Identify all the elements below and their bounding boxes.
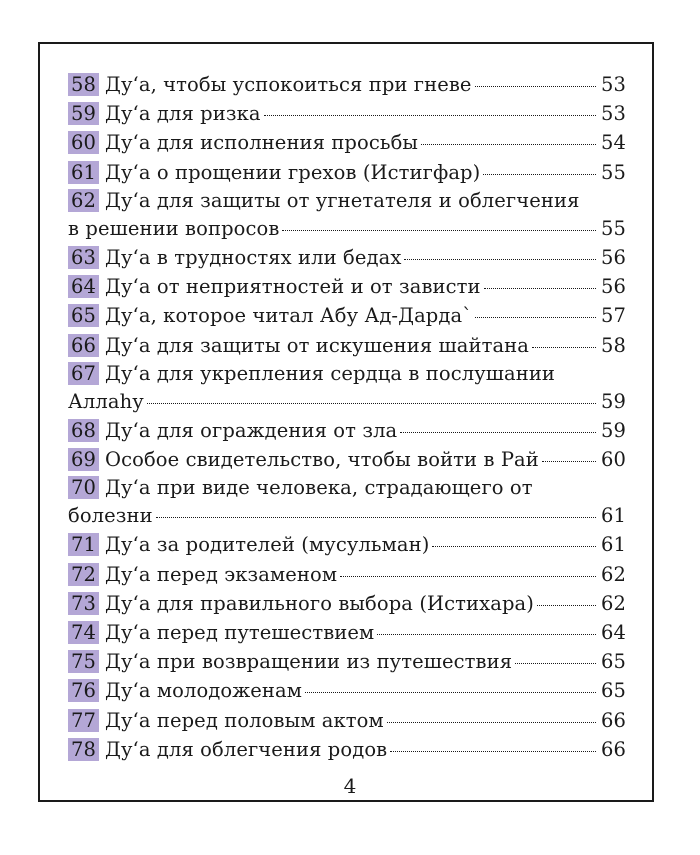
entry-title: Ду‘а перед экзаменом [105,562,338,586]
dot-leader [377,634,596,635]
dot-leader [537,605,596,606]
toc-entry-line [68,214,626,243]
entry-title: Ду‘а от неприятностей и от зависти [105,275,481,299]
entry-title: Ду‘а, чтобы успокоиться при гневе [105,73,472,96]
entry-title: Ду‘а молодоженам [105,679,303,703]
entry-number-badge: 78 [68,738,99,761]
entry-number-badge: 64 [68,275,99,298]
toc-entry-line [68,158,626,187]
toc-entry[interactable] [68,416,626,445]
entry-page-number: 65 [600,650,626,674]
toc-entry[interactable] [68,187,626,243]
toc-entry[interactable] [68,735,626,764]
dot-leader [475,317,596,318]
toc-entry-line [68,360,626,387]
entry-number-badge: 67 [68,362,99,385]
entry-page-number: 56 [600,275,626,299]
entry-number-badge: 66 [68,334,99,357]
entry-number-badge: 69 [68,448,99,471]
toc-entry[interactable] [68,474,626,530]
entry-number-badge: 60 [68,131,99,154]
entry-page-number: 57 [600,304,626,328]
entry-number-badge: 75 [68,650,99,673]
toc-entry[interactable] [68,560,626,589]
toc-entry[interactable] [68,530,626,559]
entry-title: Ду‘а для исполнения просьбы [105,131,419,155]
entry-title: Ду‘а для защиты от искушения шайтана [105,333,530,357]
entry-page-number: 59 [600,418,626,442]
dot-leader [305,692,596,693]
dot-leader [404,259,596,260]
entry-title: Ду‘а при возвращении из путешествия [105,650,513,674]
toc-entry-line [68,735,626,764]
toc-entry[interactable] [68,706,626,735]
entry-title: Ду‘а перед путешествием [105,621,375,644]
dot-leader [282,230,596,231]
toc-entry-line [68,387,626,416]
toc-entry[interactable] [68,360,626,416]
toc-entry[interactable] [68,589,626,618]
entry-title: Ду‘а, которое читал Абу Ад-Дарда` [105,304,473,328]
toc-entry-line [68,128,626,157]
toc-entry-line [68,416,626,445]
dot-leader [542,461,596,462]
entry-page-number: 55 [600,216,626,240]
toc-entry[interactable] [68,70,626,99]
entry-page-number: 64 [600,621,626,644]
entry-number-badge: 59 [68,102,99,125]
entry-page-number: 53 [600,73,626,96]
dot-leader [264,115,596,116]
entry-page-number: 60 [600,448,626,472]
dot-leader [515,663,596,664]
dot-leader [421,144,596,145]
table-of-contents [68,70,626,764]
entry-number-badge: 58 [68,73,99,96]
entry-number-badge: 77 [68,709,99,732]
toc-entry[interactable] [68,331,626,360]
entry-title: Ду‘а для правильного выбора (Истихара) [105,591,534,615]
entry-title: Ду‘а при виде человека, страдающего от [105,476,533,500]
dot-leader [484,288,596,289]
dot-leader [156,517,596,518]
entry-page-number: 61 [600,533,626,557]
entry-page-number: 66 [600,708,626,732]
toc-entry-line [68,676,626,705]
dot-leader [532,347,596,348]
entry-title: Ду‘а о прощении грехов (Истигфар) [105,160,481,184]
entry-page-number: 62 [600,591,626,615]
dot-leader [432,546,596,547]
dot-leader [390,751,596,752]
entry-page-number: 59 [600,389,626,413]
toc-entry[interactable] [68,301,626,330]
toc-entry-line [68,331,626,360]
entry-number-badge: 76 [68,679,99,702]
entry-title: Ду‘а для ограждения от зла [105,418,398,442]
entry-title: Ду‘а за родителей (мусульман) [105,533,430,557]
entry-title: Особое свидетельство, чтобы войти в Рай [105,448,539,472]
toc-entry-line [68,647,626,676]
entry-page-number: 54 [600,131,626,155]
toc-entry-line [68,99,626,128]
dot-leader [483,174,596,175]
entry-number-badge: 68 [68,419,99,442]
toc-entry[interactable] [68,272,626,301]
dot-leader [387,722,596,723]
entry-number-badge: 74 [68,621,99,644]
entry-number-badge: 72 [68,563,99,586]
entry-number-badge: 62 [68,189,99,212]
entry-page-number: 58 [600,333,626,357]
entry-page-number: 53 [600,102,626,126]
entry-title: Аллаhу [68,389,144,413]
toc-entry[interactable] [68,647,626,676]
toc-entry[interactable] [68,243,626,272]
entry-page-number: 55 [600,160,626,184]
entry-title: Ду‘а для облегчения родов [105,737,388,761]
entry-page-number: 65 [600,679,626,703]
toc-entry[interactable] [68,445,626,474]
entry-number-badge: 73 [68,592,99,615]
toc-entry[interactable] [68,99,626,128]
toc-entry-line [68,589,626,618]
entry-number-badge: 63 [68,246,99,269]
toc-entry-line [68,530,626,559]
toc-entry-line [68,301,626,330]
entry-page-number: 62 [600,562,626,586]
toc-entry[interactable] [68,158,626,187]
entry-title: в решении вопросов [68,216,280,240]
dot-leader [475,86,596,87]
dot-leader [340,576,596,577]
toc-entry-line [68,187,626,214]
dot-leader [400,432,596,433]
entry-page-number: 61 [600,504,626,528]
toc-entry-line [68,272,626,301]
toc-entry-line [68,445,626,474]
entry-title: Ду‘а для защиты от угнетателя и облегчения [105,188,580,212]
dot-leader [147,403,596,404]
toc-entry-line [68,618,626,647]
toc-entry-line [68,501,626,530]
entry-page-number: 56 [600,245,626,269]
entry-title: болезни [68,504,153,528]
toc-entry-line [68,706,626,735]
entry-title: Ду‘а перед половым актом [105,708,384,732]
entry-title: Ду‘а в трудностях или бедах [105,245,402,269]
entry-number-badge: 70 [68,476,99,499]
entry-title: Ду‘а для укрепления сердца в послушании [105,361,556,385]
toc-entry[interactable] [68,128,626,157]
entry-page-number: 66 [600,737,626,761]
entry-number-badge: 65 [68,304,99,327]
entry-number-badge: 71 [68,533,99,556]
toc-entry[interactable] [68,676,626,705]
toc-entry-line [68,560,626,589]
entry-title: Ду‘а для ризка [105,102,261,126]
toc-entry[interactable] [68,618,626,647]
entry-number-badge: 61 [68,161,99,184]
toc-entry-line [68,243,626,272]
toc-entry-line [68,70,626,99]
page-number: 4 [343,774,357,798]
toc-entry-line [68,474,626,501]
